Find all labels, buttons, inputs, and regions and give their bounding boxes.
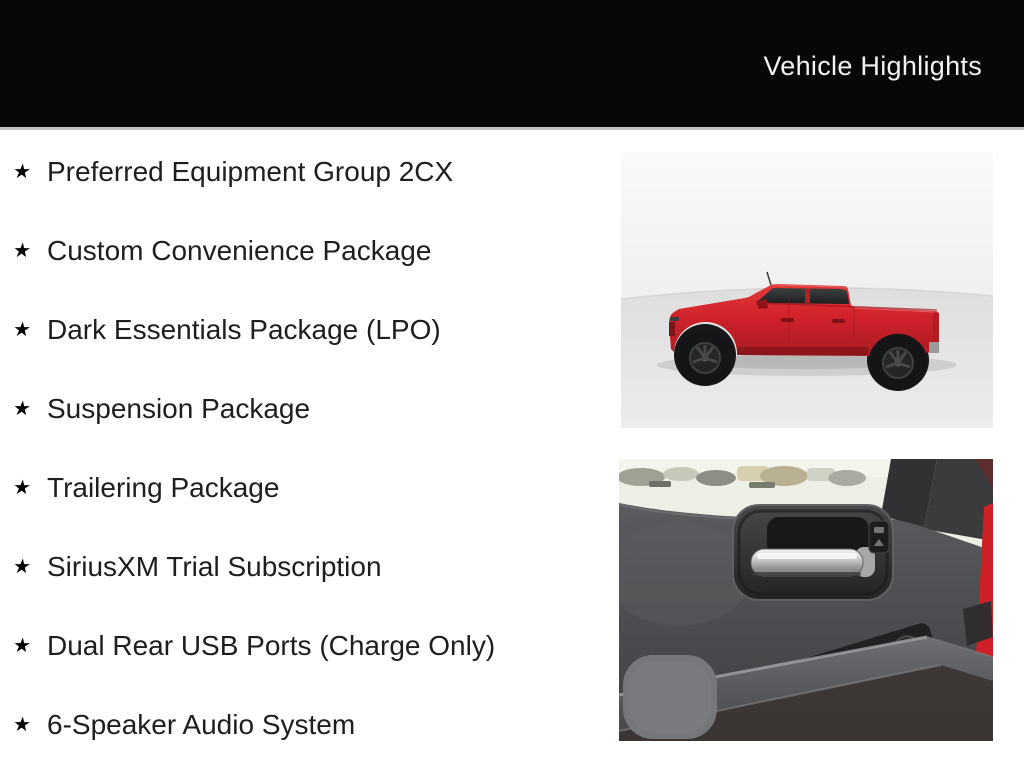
- highlight-label: Suspension Package: [47, 392, 311, 424]
- star-icon: ★: [11, 160, 33, 183]
- header-bar: [0, 0, 1024, 130]
- list-item: [13, 290, 603, 369]
- page-title: Vehicle Highlights: [763, 51, 982, 81]
- list-item: [13, 369, 603, 448]
- list-item: [13, 132, 603, 211]
- star-icon: ★: [11, 397, 33, 420]
- list-item: [13, 527, 603, 606]
- highlight-label: Custom Convenience Package: [47, 234, 432, 266]
- highlights-list: [13, 132, 603, 764]
- star-icon: ★: [11, 476, 33, 499]
- highlight-label: Dark Essentials Package (LPO): [47, 313, 441, 345]
- highlight-label: Dual Rear USB Ports (Charge Only): [47, 629, 496, 661]
- front-wheel: [678, 331, 732, 385]
- list-item: [13, 448, 603, 527]
- highlight-label: SiriusXM Trial Subscription: [47, 550, 382, 582]
- list-item: [13, 685, 603, 764]
- truck-side-view-illustration: [621, 152, 993, 428]
- star-icon: ★: [11, 239, 33, 262]
- map-pocket: [623, 655, 717, 739]
- lock-switch[interactable]: [869, 521, 889, 553]
- highlight-label: Preferred Equipment Group 2CX: [47, 155, 454, 187]
- highlight-label: 6-Speaker Audio System: [47, 708, 356, 740]
- highlight-label: Trailering Package: [47, 471, 280, 503]
- door-handle[interactable]: [751, 547, 875, 577]
- exterior-truck-photo: [621, 152, 993, 428]
- list-item: [13, 606, 603, 685]
- star-icon: ★: [11, 713, 33, 736]
- list-item: [13, 211, 603, 290]
- star-icon: ★: [11, 634, 33, 657]
- door-panel-illustration: [619, 459, 993, 741]
- star-icon: ★: [11, 555, 33, 578]
- interior-door-photo: [619, 459, 993, 741]
- rear-wheel: [871, 336, 925, 390]
- star-icon: ★: [11, 318, 33, 341]
